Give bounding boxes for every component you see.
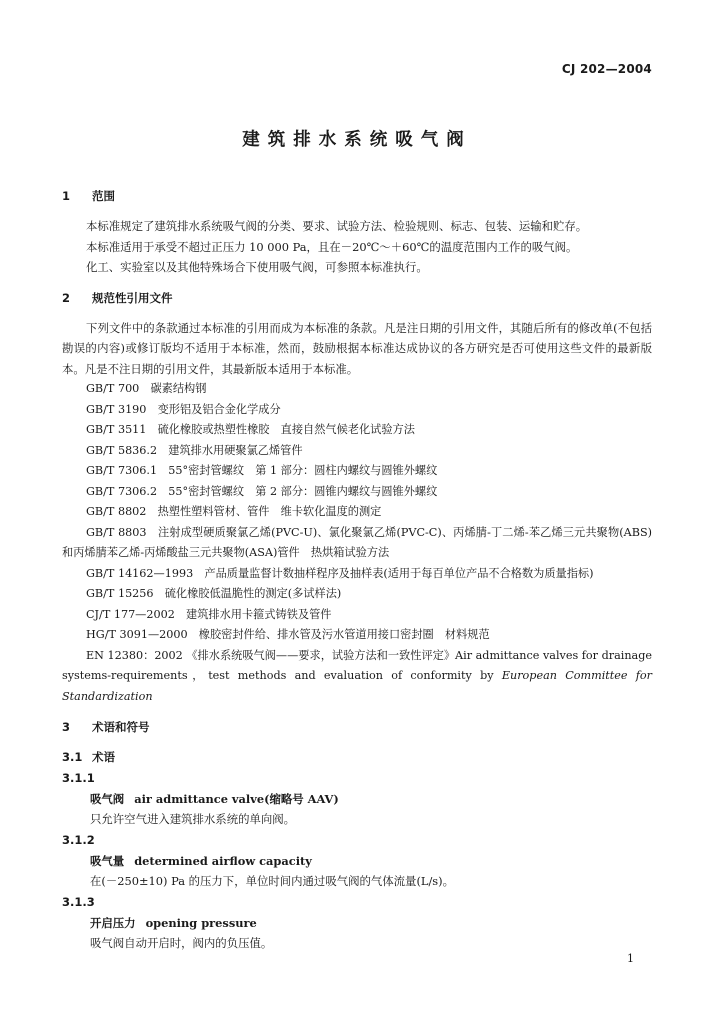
reference-item: GB/T 700 碳素结构钢 bbox=[86, 382, 207, 395]
clause-number: 3.1.1 bbox=[62, 771, 95, 785]
term-name bbox=[62, 913, 652, 933]
reference-item: GB/T 14162—1993 产品质量监督计数抽样程序及抽样表(适用于每百单位产品不合格数为质量指标) bbox=[86, 566, 594, 580]
term-name-en: opening pressure bbox=[145, 916, 257, 930]
term-name bbox=[62, 851, 652, 871]
term-definition: 只允许空气进入建筑排水系统的单向阀。 bbox=[90, 812, 296, 826]
en-reference-text: EN 12380：2002 《排水系统吸气阀——要求，试验方法和一致性评定》Air admittance valves for drainage systems-requirements，test methods and evaluation of conformity by bbox=[62, 648, 652, 682]
section-title: 范围 bbox=[92, 189, 115, 203]
section-heading-normative bbox=[62, 288, 652, 308]
reference-item-en bbox=[62, 646, 652, 708]
subsection-number: 3.1 bbox=[62, 750, 83, 764]
reference-item: GB/T 15256 硫化橡胶低温脆性的测定(多试样法) bbox=[86, 587, 342, 600]
normative-intro: 下列文件中的条款通过本标准的引用而成为本标准的条款。凡是注日期的引用文件，其随后所有的修改单(不包括勘误的内容)或修订版均不适用于本标准，然而，鼓励根据本标准达成协议的各方研究是否可使用这些文件的最新版本。凡是不注日期的引用文件，其最新版本适用于本标准。 bbox=[62, 320, 652, 376]
document-title: 建筑排水系统吸气阀 bbox=[242, 130, 472, 150]
term-name-en: determined airflow capacity bbox=[134, 854, 312, 868]
section-heading-terms bbox=[62, 717, 652, 737]
reference-item: GB/T 7306.2 55°密封管螺纹 第 2 部分：圆锥内螺纹与圆锥外螺纹 bbox=[86, 484, 438, 498]
term-name-zh: 吸气量 bbox=[90, 854, 125, 868]
term-name-zh: 开启压力 bbox=[90, 916, 136, 930]
section-number: 2 bbox=[62, 290, 71, 305]
reference-item: GB/T 3190 变形铝及铝合金化学成分 bbox=[86, 402, 281, 416]
scope-paragraph: 化工、实验室以及其他特殊场合下使用吸气阀，可参照本标准执行。 bbox=[86, 260, 428, 274]
scope-paragraph: 本标准适用于承受不超过正压力 10 000 Pa，且在－20℃～＋60℃的温度范围内工作的吸气阀。 bbox=[86, 239, 578, 254]
term-definition: 吸气阀自动开启时，阀内的负压值。 bbox=[90, 936, 273, 950]
term-entry bbox=[62, 767, 652, 829]
section-number: 1 bbox=[62, 189, 71, 203]
term-name bbox=[62, 789, 652, 809]
subsection-title: 术语 bbox=[92, 750, 115, 764]
section-heading-scope bbox=[62, 186, 652, 206]
scope-paragraph: 本标准规定了建筑排水系统吸气阀的分类、要求、试验方法、检验规则、标志、包装、运输和贮存。 bbox=[86, 219, 588, 233]
section-title: 术语和符号 bbox=[92, 720, 150, 734]
section-title: 规范性引用文件 bbox=[92, 290, 173, 305]
document-body bbox=[62, 186, 652, 953]
subsection-heading-terms bbox=[62, 747, 652, 767]
reference-item: GB/T 3511 硫化橡胶或热塑性橡胶 直接自然气候老化试验方法 bbox=[86, 423, 415, 436]
reference-item: GB/T 7306.1 55°密封管螺纹 第 1 部分：圆柱内螺纹与圆锥外螺纹 bbox=[86, 464, 438, 477]
term-entry bbox=[62, 829, 652, 891]
term-entry bbox=[62, 891, 652, 953]
page-number: 1 bbox=[627, 952, 634, 965]
reference-item: CJ/T 177—2002 建筑排水用卡箍式铸铁及管件 bbox=[86, 607, 332, 621]
reference-item: HG/T 3091—2000 橡胶密封件给、排水管及污水管道用接口密封圈 材料规范 bbox=[86, 628, 490, 641]
term-name-zh: 吸气阀 bbox=[90, 792, 125, 806]
reference-item: GB/T 8802 热塑性塑料管材、管件 维卡软化温度的测定 bbox=[86, 505, 382, 518]
clause-number: 3.1.2 bbox=[62, 833, 95, 847]
reference-item: GB/T 5836.2 建筑排水用硬聚氯乙烯管件 bbox=[86, 443, 303, 457]
term-definition: 在(－250±10) Pa 的压力下，单位时间内通过吸气阀的气体流量(L/s)。 bbox=[90, 874, 454, 888]
reference-item: GB/T 8803 注射成型硬质聚氯乙烯(PVC-U)、氯化聚氯乙烯(PVC-C)、丙烯腈-丁二烯-苯乙烯三元共聚物(ABS)和丙烯腈苯乙烯-丙烯酸盐三元共聚物(ASA)管件 热烘箱试验方法 bbox=[62, 525, 652, 559]
standard-code: CJ 202—2004 bbox=[561, 62, 652, 76]
section-number: 3 bbox=[62, 720, 71, 734]
clause-number: 3.1.3 bbox=[62, 895, 95, 909]
term-name-en: air admittance valve(缩略号 AAV) bbox=[134, 792, 339, 806]
en-reference-organization: European Committee for Standardization bbox=[62, 669, 653, 703]
